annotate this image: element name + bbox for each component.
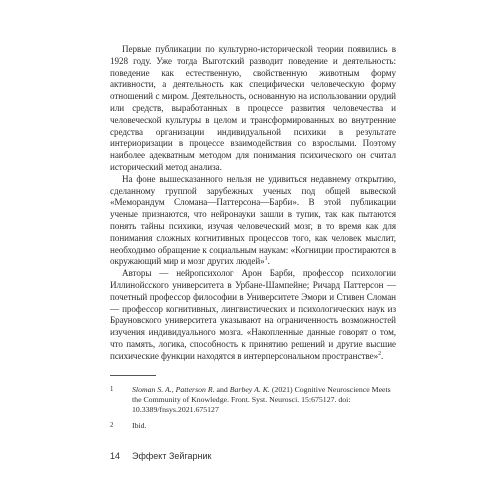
paragraph-1 (110, 44, 396, 174)
footnote-1 (110, 385, 396, 416)
footnote-2 (110, 421, 396, 431)
footnote-1-author-last: Barbey A. K. (229, 384, 270, 394)
footnote-2-text: Ibid. (132, 420, 147, 430)
paragraph-2-text: На фоне вышесказанного нельзя не удивиться недавнему открытию, сделанному группой зарубежных ученых под общей вывеской «Меморандум Сломана—Паттерсона—Барби». В этой публикации ученые признаются, что нейронауки зашли в тупик, так как пытаются понять тайны психики, изучая человеческий мозг, в то время как для понимания сложных когнитивных процессов того, как человек мыслит, необходимо обращение к социальным наукам: «Когниции простираются в окружающий мир и мозг других людей» (110, 173, 396, 267)
footnote-1-citation: (2021) Cognitive Neuroscience Meets the Community of Knowledge. Front. Syst. Neurosci. 15:675127. doi: 10.3389/fnsys.2021.675127 (132, 384, 391, 415)
page-footer (110, 451, 211, 461)
footnote-2-number: 2 (110, 421, 114, 429)
footnote-ref-2[interactable]: 2 (378, 350, 382, 357)
footnote-1-authors: Sloman S. A., Patterson R. (132, 384, 215, 394)
footnote-1-and: and (214, 384, 230, 394)
footnote-divider (110, 375, 156, 376)
page-body (110, 44, 396, 436)
paragraph-3-text: Авторы — нейропсихолог Арон Барби, профессор психологии Иллинойсского университета в Урбане-Шампейне; Ричард Паттерсон — почетный профессор философии в Университете Эмори и Стивен Сломан — профессор когнитивных, лингвистических и психологических наук из Брауновского университета указывают на ограниченность возможностей изучения индивидуального мозга. «Накопленные данные говорят о том, что память, логика, способность к принятию решений и другие высшие психические функции находятся в интерперсональном пространстве» (110, 268, 396, 361)
paragraph-3: Авторы — нейропсихолог Арон Барби, профессор психологии Иллинойсского университета в Урбане-Шампейне; Ричард Паттерсон — почетный профессор философии в Университете Эмори и Стивен Сломан — профессор когнитивных, лингвистических и психологических наук из Брауновского университета указывают на ограниченность возможностей изучения индивидуального мозга. «Накопленные данные говорят о том, что память, логика, способность к принятию решений и другие высшие психические функции находятся в интерперсональном пространстве»$^2$. (110, 268, 396, 361)
footnote-ref-1[interactable]: 1 (264, 256, 268, 263)
footnote-1-text (132, 385, 396, 416)
main-text (110, 44, 396, 363)
running-title: Эффект Зейгарник (132, 451, 212, 461)
footnote-1-number: 1 (110, 385, 114, 393)
paragraph-2: На фоне вышесказанного нельзя не удивиться недавнему открытию, сделанному группой зарубежных ученых под общей вывеской «Меморандум Сломана—Паттерсона—Барби». В этой публикации ученые признаются, что нейронауки зашли в тупик, так как пытаются понять тайны психики, изучая человеческий мозг, в то время как для понимания сложных когнитивных процессов того, как человек мыслит, необходимо обращение к социальным наукам: «Когниции простираются в окружающий мир и мозг других людей»$^1$. (110, 173, 396, 267)
page-number: 14 (110, 451, 121, 461)
paragraph-1-text: Первые публикации по культурно-исторической теории появились в 1928 году. Уже тогда Выготский разводит поведение и деятельность: поведение как естественную, свойственную животным форму активности, а деятельность как специфически человеческую форму отношений с миром. Деятельность, основанную на использовании орудий или средств, выработанных в процессе развития человечества и человеческой культуры в целом и трансформированных во внутренние средства организации индивидуальной психики в результате интериоризации в процессе взаимодействия со взрослыми. Поэтому наиболее адекватным методом для понимания психического он считал исторический метод анализа. (110, 44, 396, 172)
